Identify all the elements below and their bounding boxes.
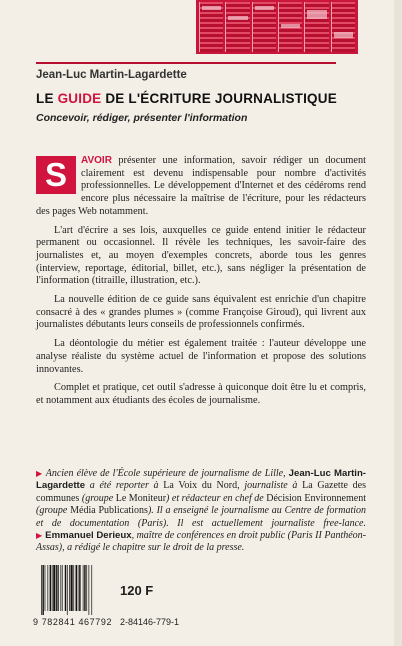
collage-clipping bbox=[278, 2, 302, 52]
book-title bbox=[36, 91, 337, 106]
bio-publication: Média Publications bbox=[70, 505, 148, 517]
collage-clipping bbox=[331, 2, 355, 52]
barcode-icon bbox=[40, 565, 108, 615]
bio-publication: Décision Environnement bbox=[266, 492, 366, 504]
bio-text: ). Il a enseigné le journalisme au Centre de formation et de documentation (Paris). Il est actuellement journaliste free-lance. bbox=[36, 505, 367, 529]
blurb-paragraph: Complet et pratique, cet outil s'adresse à quiconque doit être lu et compris, et notamment aux étudiants des écoles de journalisme. bbox=[36, 382, 366, 406]
bio-text: Ancien élève de l'École supérieure de journalisme de Lille, bbox=[45, 468, 289, 479]
bio-author-name: Jean-Luc Martin-Lagardette bbox=[36, 468, 367, 492]
arrow-bullet-icon: ▶ bbox=[36, 531, 43, 541]
collage-clipping bbox=[225, 2, 249, 52]
red-photo-collage bbox=[196, 0, 358, 54]
author-bio bbox=[36, 468, 366, 555]
title-part: LE bbox=[36, 91, 54, 106]
paragraph-text: présenter une information, savoir rédiger un document clairement est devenu indispensable pour nombre d'activités professionnelles. Le développement d'Internet et des cédéroms rend encore plus nécessaire la maîtrise de l'écriture, pour les rédacteurs des pages Web notamment. bbox=[36, 155, 366, 217]
blurb-paragraph: La déontologie du métier est également traitée : l'auteur développe une analyse réaliste du système actuel de l'information et propose des solutions innovantes. bbox=[36, 338, 366, 375]
title-part: DE L'ÉCRITURE JOURNALISTIQUE bbox=[105, 91, 337, 106]
bio-text: (groupe bbox=[79, 492, 116, 504]
bio-publication: La Gazette des communes bbox=[36, 480, 366, 504]
ean-number: 9 782841 467792 bbox=[33, 617, 113, 627]
blurb-text bbox=[36, 155, 366, 414]
lead-word: AVOIR bbox=[81, 155, 112, 166]
bio-author-name: Emmanuel Derieux bbox=[45, 530, 132, 542]
price: 120 F bbox=[120, 583, 154, 598]
drop-cap: S bbox=[36, 156, 76, 194]
bio-text: , maître de conférences en droit public (Paris II Panthéon-Assas), a rédigé le chapitre sur le droit de la presse. bbox=[36, 530, 366, 554]
bio-text: a été reporter à bbox=[85, 480, 164, 492]
page-edge bbox=[394, 0, 402, 646]
collage-clipping bbox=[199, 2, 223, 52]
book-subtitle: Concevoir, rédiger, présenter l'information bbox=[36, 112, 248, 124]
author-name: Jean-Luc Martin-Lagardette bbox=[36, 69, 187, 81]
bio-publication: Le Moniteur bbox=[115, 492, 167, 504]
bio-text: ) et rédacteur en chef de bbox=[166, 492, 267, 504]
blurb-paragraph bbox=[36, 155, 366, 219]
barcode bbox=[40, 565, 108, 615]
arrow-bullet-icon: ▶ bbox=[36, 469, 43, 478]
collage-clipping bbox=[252, 2, 276, 52]
red-divider bbox=[36, 62, 336, 64]
isbn-number: 2-84146-779-1 bbox=[120, 617, 180, 627]
blurb-paragraph: La nouvelle édition de ce guide sans équivalent est enrichie d'un chapitre consacré à des « grandes plumes » (comme Françoise Giroud), qui livrent aux journalistes débutants leurs conseils de professionnels confirmés. bbox=[36, 294, 366, 331]
collage-clipping bbox=[304, 2, 328, 52]
bio-text: (groupe bbox=[36, 505, 71, 517]
bio-publication: La Voix du Nord bbox=[163, 480, 238, 492]
blurb-paragraph: L'art d'écrire a ses lois, auxquelles ce guide entend initier le rédacteur permanent ou occasionnel. Il révèle les techniques, les savoir-faire des journalistes et, au moyen d'exemples concrets, aborde tous les genres (interview, reportage, éditorial, billet, etc.), sans négliger la présentation de l'information (titraille, illustration, etc.). bbox=[36, 224, 366, 287]
bio-text: , journaliste à bbox=[237, 480, 303, 492]
title-highlight: GUIDE bbox=[57, 91, 102, 106]
